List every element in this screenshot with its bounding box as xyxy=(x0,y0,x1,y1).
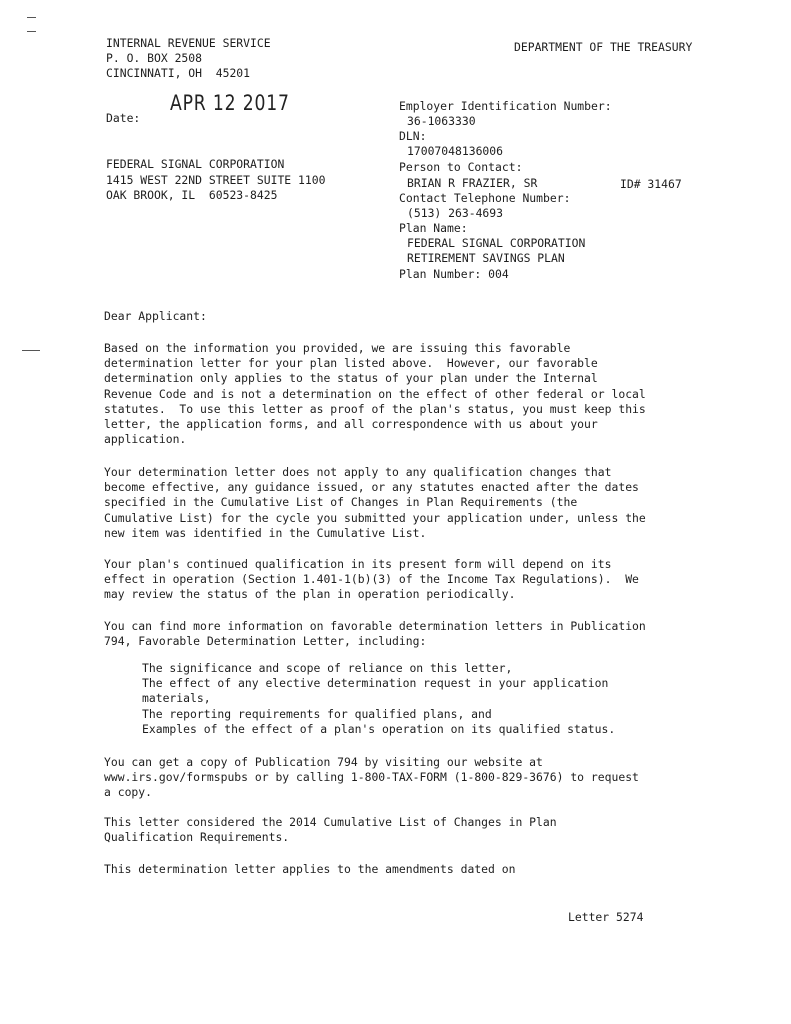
salutation: Dear Applicant: xyxy=(104,309,207,323)
margin-mark-top xyxy=(27,17,36,18)
plan-name-line2: RETIREMENT SAVINGS PLAN xyxy=(407,251,565,265)
sender-city: CINCINNATI, OH 45201 xyxy=(106,66,251,80)
date-stamp: APR 12 2017 xyxy=(170,91,290,115)
paragraph-5: You can get a copy of Publication 794 by visiting our website at www.irs.gov/formspubs or by calling 1-800-TAX-FORM (1-800-829-3676) to request a copy. xyxy=(104,755,639,800)
sender-name: INTERNAL REVENUE SERVICE xyxy=(106,36,271,50)
dln-label: DLN: xyxy=(399,129,427,143)
phone-label: Contact Telephone Number: xyxy=(399,191,571,205)
recipient-city: OAK BROOK, IL 60523-8425 xyxy=(106,188,278,202)
phone-value: (513) 263-4693 xyxy=(407,206,504,220)
paragraph-7: This determination letter applies to the amendments dated on xyxy=(104,862,516,876)
paragraph-1: Based on the information you provided, we are issuing this favorable determination letter for your plan listed above. However, our favorable determination only applies to the status of your plan under the Internal Revenue Code and is not a determination on the effect of other federal or local statutes. To use this letter as proof of the plan's status, you must keep this letter, the application forms, and all correspondence with us about your application. xyxy=(104,341,646,447)
margin-mark-top-2 xyxy=(27,31,36,32)
plan-number: Plan Number: 004 xyxy=(399,267,509,281)
ein-label: Employer Identification Number: xyxy=(399,99,612,113)
department: DEPARTMENT OF THE TREASURY xyxy=(514,40,693,54)
ein-value: 36-1063330 xyxy=(407,114,476,128)
plan-name-label: Plan Name: xyxy=(399,221,468,235)
paragraph-4: You can find more information on favorable determination letters in Publication 794, Favorable Determination Letter, including: xyxy=(104,619,646,649)
contact-id: ID# 31467 xyxy=(620,177,682,191)
date-label: Date: xyxy=(106,111,141,125)
plan-name-line1: FEDERAL SIGNAL CORPORATION xyxy=(407,236,586,250)
recipient-street: 1415 WEST 22ND STREET SUITE 1100 xyxy=(106,173,326,187)
paragraph-6: This letter considered the 2014 Cumulative List of Changes in Plan Qualification Requirements. xyxy=(104,815,557,845)
contact-label: Person to Contact: xyxy=(399,160,523,174)
paragraph-3: Your plan's continued qualification in its present form will depend on its effect in operation (Section 1.401-1(b)(3) of the Income Tax Regulations). We may review the status of the plan in operation periodically. xyxy=(104,557,639,602)
contact-value: BRIAN R FRAZIER, SR xyxy=(407,176,538,190)
sender-box: P. O. BOX 2508 xyxy=(106,51,203,65)
dln-value: 17007048136006 xyxy=(407,144,504,158)
recipient-name: FEDERAL SIGNAL CORPORATION xyxy=(106,157,285,171)
reliance-list: The significance and scope of reliance on this letter, The effect of any elective determination request in your application materials, The reporting requirements for qualified plans, and Examples of the effect of a plan's operation on its qualified status. xyxy=(142,661,616,736)
letter-number: Letter 5274 xyxy=(568,910,644,924)
paragraph-2: Your determination letter does not apply to any qualification changes that become effective, any guidance issued, or any statutes enacted after the dates specified in the Cumulative List of Changes in Plan Requirements (the Cumulative List) for the cycle you submitted your application under, unless the new item was identified in the Cumulative List. xyxy=(104,465,646,540)
margin-mark-middle xyxy=(22,350,40,351)
